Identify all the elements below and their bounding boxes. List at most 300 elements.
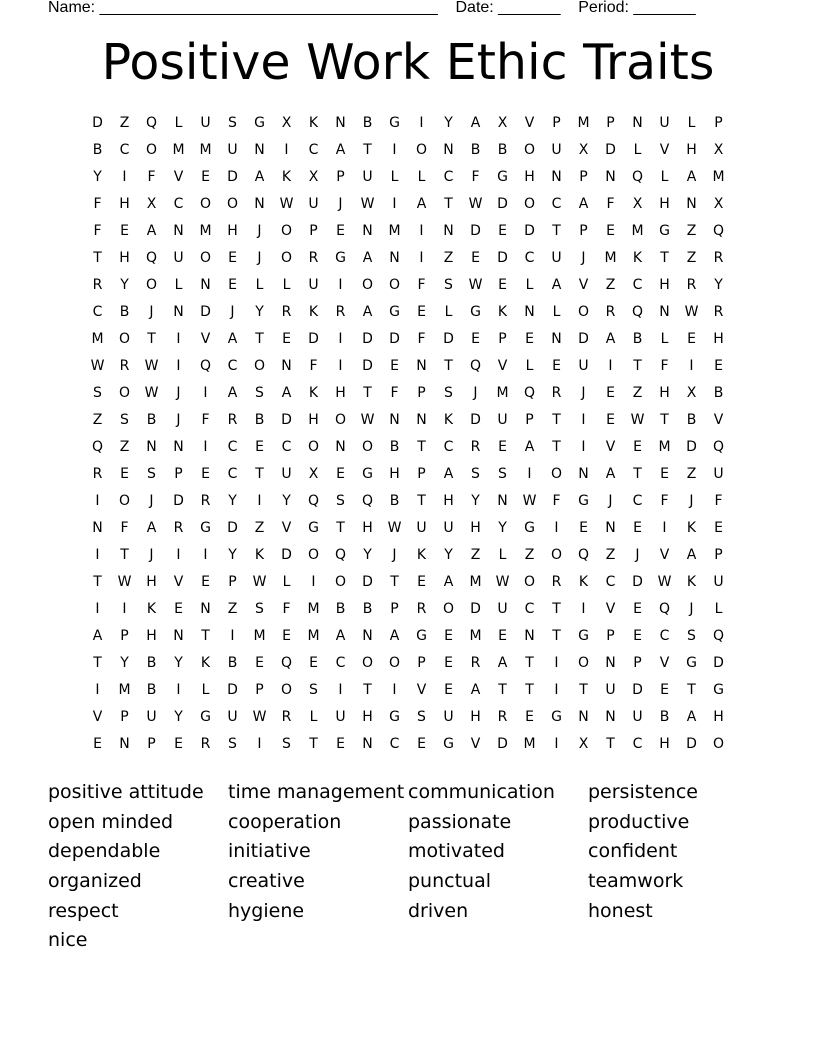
grid-letter[interactable]: O <box>577 655 590 671</box>
grid-letter[interactable]: N <box>443 142 454 158</box>
grid-letter[interactable]: P <box>633 655 642 671</box>
grid-letter[interactable]: P <box>525 412 534 428</box>
grid-letter[interactable]: S <box>336 493 345 509</box>
grid-letter[interactable]: Y <box>444 547 453 563</box>
grid-letter[interactable]: U <box>173 250 184 266</box>
grid-letter[interactable]: Z <box>119 115 130 131</box>
grid-letter[interactable]: P <box>579 169 588 185</box>
grid-letter[interactable]: E <box>660 466 669 482</box>
grid-letter[interactable]: E <box>498 277 507 293</box>
grid-letter[interactable]: M <box>604 250 617 266</box>
grid-letter[interactable]: L <box>525 358 534 374</box>
grid-letter[interactable]: N <box>416 358 427 374</box>
grid-letter[interactable]: E <box>579 520 588 536</box>
grid-letter[interactable]: E <box>660 682 669 698</box>
grid-letter[interactable]: R <box>497 709 508 725</box>
grid-letter[interactable]: F <box>660 493 669 509</box>
grid-letter[interactable]: G <box>416 628 427 644</box>
grid-letter[interactable]: D <box>227 169 238 185</box>
grid-letter[interactable]: C <box>443 439 454 455</box>
grid-letter[interactable]: Y <box>282 493 291 509</box>
grid-letter[interactable]: G <box>254 115 265 131</box>
grid-letter[interactable]: C <box>632 493 643 509</box>
grid-letter[interactable]: D <box>713 655 724 671</box>
grid-letter[interactable]: X <box>281 115 292 131</box>
grid-letter[interactable]: E <box>201 574 210 590</box>
grid-letter[interactable]: U <box>578 358 589 374</box>
grid-letter[interactable]: D <box>200 304 211 320</box>
grid-letter[interactable]: E <box>120 466 129 482</box>
grid-letter[interactable]: X <box>713 196 724 212</box>
grid-letter[interactable]: X <box>632 196 643 212</box>
grid-letter[interactable]: H <box>659 736 670 752</box>
grid-letter[interactable]: O <box>307 547 320 563</box>
grid-letter[interactable]: N <box>551 331 562 347</box>
grid-letter[interactable]: N <box>659 304 670 320</box>
grid-letter[interactable]: B <box>389 493 400 509</box>
grid-letter[interactable]: T <box>93 250 102 266</box>
grid-letter[interactable]: S <box>255 601 264 617</box>
grid-letter[interactable]: W <box>468 196 483 212</box>
grid-letter[interactable]: D <box>470 412 481 428</box>
grid-letter[interactable]: V <box>659 142 670 158</box>
grid-letter[interactable]: R <box>119 358 130 374</box>
grid-letter[interactable]: G <box>578 628 589 644</box>
grid-letter[interactable]: I <box>662 520 667 536</box>
grid-letter[interactable]: A <box>335 628 346 644</box>
grid-letter[interactable]: L <box>174 115 183 131</box>
grid-letter[interactable]: G <box>713 682 724 698</box>
grid-letter[interactable]: A <box>578 196 589 212</box>
grid-letter[interactable]: N <box>335 115 346 131</box>
grid-letter[interactable]: Z <box>686 223 697 239</box>
grid-letter[interactable]: L <box>498 547 507 563</box>
grid-letter[interactable]: C <box>632 736 643 752</box>
grid-letter[interactable]: H <box>146 574 157 590</box>
grid-letter[interactable]: O <box>118 493 131 509</box>
grid-letter[interactable]: F <box>282 601 291 617</box>
grid-letter[interactable]: L <box>660 331 669 347</box>
grid-letter[interactable]: X <box>308 466 319 482</box>
grid-letter[interactable]: I <box>338 358 343 374</box>
grid-letter[interactable]: E <box>633 628 642 644</box>
grid-letter[interactable]: I <box>338 331 343 347</box>
grid-letter[interactable]: W <box>117 574 132 590</box>
grid-letter[interactable]: T <box>525 682 534 698</box>
grid-letter[interactable]: J <box>257 250 262 266</box>
grid-letter[interactable]: Z <box>605 547 616 563</box>
grid-letter[interactable]: N <box>605 520 616 536</box>
grid-letter[interactable]: E <box>498 439 507 455</box>
grid-letter[interactable]: T <box>363 385 372 401</box>
grid-letter[interactable]: N <box>416 412 427 428</box>
grid-letter[interactable]: U <box>308 277 319 293</box>
grid-letter[interactable]: T <box>687 682 696 698</box>
grid-letter[interactable]: O <box>388 277 401 293</box>
grid-letter[interactable]: U <box>713 466 724 482</box>
grid-letter[interactable]: J <box>581 250 586 266</box>
grid-letter[interactable]: U <box>416 520 427 536</box>
grid-letter[interactable]: Z <box>254 520 265 536</box>
grid-letter[interactable]: W <box>360 412 375 428</box>
grid-letter[interactable]: V <box>605 439 616 455</box>
grid-letter[interactable]: Z <box>632 385 643 401</box>
grid-letter[interactable]: J <box>230 304 235 320</box>
grid-letter[interactable]: D <box>632 682 643 698</box>
grid-letter[interactable]: C <box>92 304 103 320</box>
grid-letter[interactable]: U <box>227 142 238 158</box>
grid-letter[interactable]: M <box>307 601 320 617</box>
grid-letter[interactable]: I <box>554 682 559 698</box>
grid-letter[interactable]: U <box>281 466 292 482</box>
grid-letter[interactable]: N <box>389 412 400 428</box>
grid-letter[interactable]: N <box>173 304 184 320</box>
grid-letter[interactable]: N <box>605 169 616 185</box>
grid-letter[interactable]: Q <box>199 358 212 374</box>
grid-letter[interactable]: I <box>419 115 424 131</box>
grid-letter[interactable]: Q <box>280 655 293 671</box>
grid-letter[interactable]: A <box>470 115 481 131</box>
grid-letter[interactable]: Z <box>443 250 454 266</box>
grid-letter[interactable]: N <box>443 223 454 239</box>
grid-letter[interactable]: N <box>524 304 535 320</box>
grid-letter[interactable]: Q <box>712 223 725 239</box>
grid-letter[interactable]: H <box>470 520 481 536</box>
grid-letter[interactable]: C <box>524 250 535 266</box>
grid-letter[interactable]: B <box>227 655 238 671</box>
grid-letter[interactable]: Z <box>686 250 697 266</box>
grid-letter[interactable]: V <box>497 358 508 374</box>
grid-letter[interactable]: V <box>173 169 184 185</box>
grid-letter[interactable]: A <box>335 142 346 158</box>
grid-letter[interactable]: E <box>201 466 210 482</box>
grid-letter[interactable]: Y <box>255 304 264 320</box>
grid-letter[interactable]: Y <box>174 655 183 671</box>
grid-letter[interactable]: Z <box>92 412 103 428</box>
grid-letter[interactable]: L <box>390 169 399 185</box>
grid-letter[interactable]: N <box>173 439 184 455</box>
grid-letter[interactable]: H <box>119 250 130 266</box>
grid-letter[interactable]: E <box>417 574 426 590</box>
grid-letter[interactable]: K <box>254 547 265 563</box>
grid-letter[interactable]: U <box>200 115 211 131</box>
grid-letter[interactable]: D <box>497 196 508 212</box>
grid-letter[interactable]: K <box>308 115 319 131</box>
grid-letter[interactable]: R <box>281 709 292 725</box>
grid-letter[interactable]: F <box>417 277 426 293</box>
grid-letter[interactable]: N <box>632 115 643 131</box>
grid-letter[interactable]: D <box>605 142 616 158</box>
grid-letter[interactable]: U <box>659 115 670 131</box>
grid-letter[interactable]: M <box>712 169 725 185</box>
grid-letter[interactable]: V <box>470 736 481 752</box>
grid-letter[interactable]: A <box>254 169 265 185</box>
grid-letter[interactable]: V <box>524 115 535 131</box>
grid-letter[interactable]: Y <box>174 709 183 725</box>
grid-letter[interactable]: T <box>660 250 669 266</box>
grid-letter[interactable]: R <box>308 250 319 266</box>
grid-letter[interactable]: U <box>713 574 724 590</box>
grid-letter[interactable]: Q <box>307 493 320 509</box>
grid-letter[interactable]: K <box>578 574 589 590</box>
grid-letter[interactable]: X <box>497 115 508 131</box>
grid-letter[interactable]: A <box>227 385 238 401</box>
grid-letter[interactable]: G <box>308 520 319 536</box>
grid-letter[interactable]: E <box>606 385 615 401</box>
grid-letter[interactable]: A <box>389 628 400 644</box>
grid-letter[interactable]: I <box>338 682 343 698</box>
grid-letter[interactable]: O <box>415 142 428 158</box>
grid-letter[interactable]: O <box>118 331 131 347</box>
grid-letter[interactable]: E <box>444 628 453 644</box>
grid-letter[interactable]: T <box>552 223 561 239</box>
grid-letter[interactable]: H <box>308 412 319 428</box>
grid-letter[interactable]: A <box>686 709 697 725</box>
grid-letter[interactable]: W <box>630 412 645 428</box>
grid-letter[interactable]: I <box>581 439 586 455</box>
grid-letter[interactable]: S <box>255 385 264 401</box>
grid-letter[interactable]: W <box>144 358 159 374</box>
grid-letter[interactable]: D <box>497 250 508 266</box>
grid-letter[interactable]: M <box>118 682 131 698</box>
grid-letter[interactable]: L <box>282 277 291 293</box>
grid-letter[interactable]: M <box>469 574 482 590</box>
grid-letter[interactable]: N <box>281 358 292 374</box>
grid-letter[interactable]: N <box>254 196 265 212</box>
grid-letter[interactable]: R <box>92 277 103 293</box>
grid-letter[interactable]: W <box>144 385 159 401</box>
grid-letter[interactable]: L <box>309 709 318 725</box>
grid-letter[interactable]: U <box>362 169 373 185</box>
grid-letter[interactable]: U <box>227 709 238 725</box>
grid-letter[interactable]: R <box>227 412 238 428</box>
grid-letter[interactable]: N <box>146 439 157 455</box>
grid-letter[interactable]: P <box>606 628 615 644</box>
grid-letter[interactable]: I <box>95 601 100 617</box>
grid-letter[interactable]: B <box>335 601 346 617</box>
grid-letter[interactable]: H <box>389 466 400 482</box>
grid-letter[interactable]: M <box>658 439 671 455</box>
grid-letter[interactable]: D <box>281 412 292 428</box>
grid-letter[interactable]: Y <box>120 655 129 671</box>
grid-letter[interactable]: O <box>361 655 374 671</box>
grid-letter[interactable]: A <box>551 277 562 293</box>
grid-letter[interactable]: F <box>714 493 723 509</box>
grid-letter[interactable]: E <box>444 682 453 698</box>
grid-letter[interactable]: T <box>444 358 453 374</box>
grid-letter[interactable]: I <box>311 574 316 590</box>
grid-letter[interactable]: T <box>660 412 669 428</box>
grid-letter[interactable]: R <box>713 250 724 266</box>
grid-letter[interactable]: W <box>657 574 672 590</box>
grid-letter[interactable]: E <box>174 601 183 617</box>
grid-letter[interactable]: N <box>335 439 346 455</box>
grid-letter[interactable]: N <box>119 736 130 752</box>
grid-letter[interactable]: A <box>92 628 103 644</box>
grid-letter[interactable]: O <box>145 277 158 293</box>
grid-letter[interactable]: V <box>578 277 589 293</box>
grid-letter[interactable]: O <box>226 196 239 212</box>
grid-letter[interactable]: U <box>146 709 157 725</box>
grid-letter[interactable]: I <box>392 196 397 212</box>
grid-letter[interactable]: F <box>660 358 669 374</box>
grid-letter[interactable]: M <box>253 628 266 644</box>
grid-letter[interactable]: I <box>203 439 208 455</box>
grid-letter[interactable]: E <box>174 736 183 752</box>
grid-letter[interactable]: D <box>497 736 508 752</box>
grid-letter[interactable]: Y <box>228 493 237 509</box>
grid-letter[interactable]: I <box>95 493 100 509</box>
grid-letter[interactable]: J <box>149 547 154 563</box>
grid-letter[interactable]: D <box>632 574 643 590</box>
grid-letter[interactable]: E <box>336 736 345 752</box>
grid-letter[interactable]: T <box>552 439 561 455</box>
grid-letter[interactable]: I <box>392 682 397 698</box>
grid-letter[interactable]: W <box>90 358 105 374</box>
grid-letter[interactable]: D <box>362 358 373 374</box>
grid-letter[interactable]: P <box>228 574 237 590</box>
grid-letter[interactable]: U <box>497 412 508 428</box>
grid-letter[interactable]: O <box>712 736 725 752</box>
grid-letter[interactable]: W <box>279 196 294 212</box>
grid-letter[interactable]: O <box>523 142 536 158</box>
grid-letter[interactable]: X <box>578 736 589 752</box>
grid-letter[interactable]: E <box>93 736 102 752</box>
grid-letter[interactable]: L <box>174 277 183 293</box>
grid-letter[interactable]: O <box>145 142 158 158</box>
grid-letter[interactable]: J <box>608 493 613 509</box>
grid-letter[interactable]: O <box>361 277 374 293</box>
grid-letter[interactable]: N <box>254 142 265 158</box>
grid-letter[interactable]: L <box>525 277 534 293</box>
grid-letter[interactable]: K <box>686 574 697 590</box>
grid-letter[interactable]: G <box>659 223 670 239</box>
grid-letter[interactable]: E <box>417 304 426 320</box>
grid-letter[interactable]: C <box>659 628 670 644</box>
grid-letter[interactable]: J <box>635 547 640 563</box>
grid-letter[interactable]: N <box>200 277 211 293</box>
grid-letter[interactable]: D <box>686 736 697 752</box>
grid-letter[interactable]: Z <box>227 601 238 617</box>
grid-letter[interactable]: Q <box>658 601 671 617</box>
grid-letter[interactable]: S <box>93 385 102 401</box>
grid-letter[interactable]: G <box>470 304 481 320</box>
grid-letter[interactable]: I <box>257 493 262 509</box>
grid-letter[interactable]: V <box>92 709 103 725</box>
grid-letter[interactable]: Q <box>145 250 158 266</box>
grid-letter[interactable]: P <box>120 628 129 644</box>
grid-letter[interactable]: B <box>389 439 400 455</box>
grid-letter[interactable]: R <box>200 736 211 752</box>
grid-letter[interactable]: F <box>201 412 210 428</box>
grid-letter[interactable]: D <box>281 547 292 563</box>
grid-letter[interactable]: I <box>203 547 208 563</box>
grid-letter[interactable]: B <box>146 412 157 428</box>
grid-letter[interactable]: C <box>119 142 130 158</box>
grid-letter[interactable]: E <box>471 250 480 266</box>
grid-letter[interactable]: D <box>470 223 481 239</box>
grid-letter[interactable]: J <box>689 601 694 617</box>
grid-letter[interactable]: L <box>255 277 264 293</box>
grid-letter[interactable]: K <box>281 169 292 185</box>
grid-letter[interactable]: Y <box>714 277 723 293</box>
grid-letter[interactable]: R <box>713 304 724 320</box>
grid-letter[interactable]: T <box>255 466 264 482</box>
grid-letter[interactable]: F <box>606 196 615 212</box>
grid-letter[interactable]: L <box>282 574 291 590</box>
grid-letter[interactable]: F <box>93 196 102 212</box>
grid-letter[interactable]: U <box>497 601 508 617</box>
grid-letter[interactable]: D <box>524 223 535 239</box>
grid-letter[interactable]: I <box>581 601 586 617</box>
grid-letter[interactable]: X <box>146 196 157 212</box>
grid-letter[interactable]: G <box>443 736 454 752</box>
grid-letter[interactable]: T <box>255 331 264 347</box>
grid-letter[interactable]: C <box>524 601 535 617</box>
grid-letter[interactable]: M <box>388 223 401 239</box>
grid-letter[interactable]: B <box>470 142 481 158</box>
grid-letter[interactable]: E <box>228 250 237 266</box>
grid-letter[interactable]: T <box>120 547 129 563</box>
grid-letter[interactable]: Q <box>712 439 725 455</box>
grid-letter[interactable]: O <box>280 223 293 239</box>
grid-letter[interactable]: H <box>335 385 346 401</box>
grid-letter[interactable]: G <box>335 250 346 266</box>
grid-letter[interactable]: H <box>659 385 670 401</box>
grid-letter[interactable]: U <box>308 196 319 212</box>
grid-letter[interactable]: L <box>687 115 696 131</box>
grid-letter[interactable]: G <box>200 520 211 536</box>
grid-letter[interactable]: A <box>146 520 157 536</box>
grid-letter[interactable]: P <box>552 115 561 131</box>
grid-letter[interactable]: V <box>173 574 184 590</box>
grid-letter[interactable]: W <box>522 493 537 509</box>
grid-letter[interactable]: I <box>257 736 262 752</box>
grid-letter[interactable]: L <box>714 601 723 617</box>
grid-letter[interactable]: R <box>470 439 481 455</box>
grid-letter[interactable]: Z <box>524 547 535 563</box>
grid-letter[interactable]: P <box>417 466 426 482</box>
grid-letter[interactable]: T <box>552 412 561 428</box>
grid-letter[interactable]: T <box>390 574 399 590</box>
grid-letter[interactable]: L <box>633 142 642 158</box>
grid-letter[interactable]: S <box>417 709 426 725</box>
grid-letter[interactable]: H <box>362 709 373 725</box>
grid-letter[interactable]: Z <box>686 466 697 482</box>
grid-letter[interactable]: R <box>470 655 481 671</box>
grid-letter[interactable]: A <box>497 655 508 671</box>
grid-letter[interactable]: F <box>552 493 561 509</box>
grid-letter[interactable]: J <box>392 547 397 563</box>
grid-letter[interactable]: P <box>336 169 345 185</box>
grid-letter[interactable]: H <box>686 142 697 158</box>
grid-letter[interactable]: G <box>686 655 697 671</box>
grid-letter[interactable]: D <box>92 115 103 131</box>
grid-letter[interactable]: B <box>497 142 508 158</box>
grid-letter[interactable]: E <box>336 466 345 482</box>
grid-letter[interactable]: C <box>281 439 292 455</box>
grid-letter[interactable]: I <box>392 142 397 158</box>
grid-letter[interactable]: T <box>606 736 615 752</box>
grid-letter[interactable]: A <box>686 169 697 185</box>
grid-letter[interactable]: R <box>551 574 562 590</box>
grid-letter[interactable]: D <box>578 331 589 347</box>
grid-letter[interactable]: T <box>579 682 588 698</box>
grid-letter[interactable]: B <box>362 115 373 131</box>
grid-letter[interactable]: P <box>606 115 615 131</box>
grid-letter[interactable]: H <box>362 520 373 536</box>
grid-letter[interactable]: D <box>308 331 319 347</box>
